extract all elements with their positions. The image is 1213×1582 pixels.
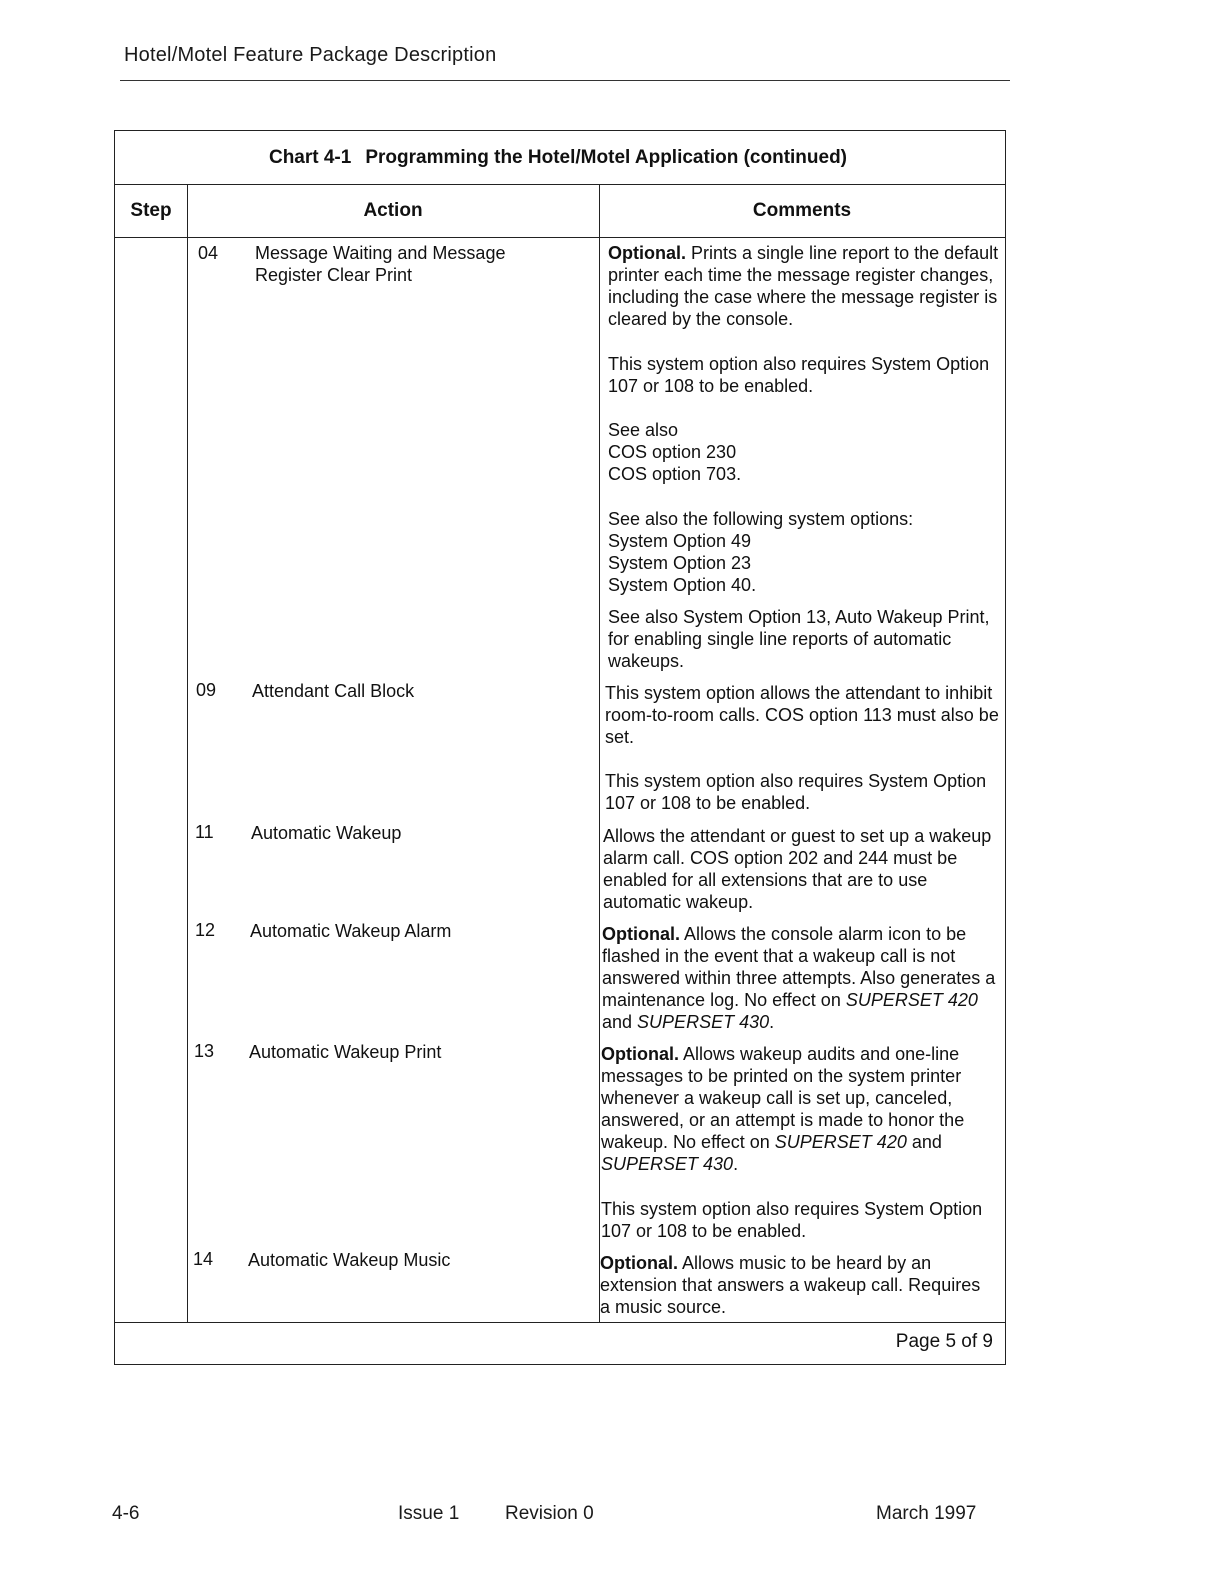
- column-header-step: Step: [115, 185, 187, 238]
- step-number: 04: [198, 243, 219, 263]
- action-label: Automatic Wakeup Music: [248, 1250, 451, 1270]
- comment-text: See also the following system options: System Option 49 System Option 23 System Option 40.: [608, 509, 914, 595]
- step-number: 13: [194, 1041, 215, 1061]
- comment-text: This system option also requires System Option 107 or 108 to be enabled.: [605, 771, 987, 813]
- chart-title-text: Programming the Hotel/Motel Application (continued): [365, 146, 848, 168]
- chart-table: [114, 130, 1006, 1365]
- header-rule: [120, 80, 1010, 81]
- action-column-divider: [599, 185, 600, 1322]
- step-column-divider: [187, 185, 188, 1322]
- comment-text: Optional. Allows wakeup audits and one-line messages to be printed on the system printer whenever a wakeup call is set up, canceled, answered, or an attempt is made to honor the wakeup. No effect on SUPERSET 420 and SUPERSET 430.: [601, 1044, 965, 1174]
- step-number: 14: [193, 1249, 214, 1269]
- footer-page-id: 4-6: [112, 1503, 140, 1524]
- footer-date: March 1997: [876, 1503, 977, 1524]
- comment-text: This system option also requires System Option 107 or 108 to be enabled.: [608, 354, 990, 396]
- comment-text: See also COS option 230 COS option 703.: [608, 420, 742, 484]
- action-label: Automatic Wakeup Print: [249, 1042, 442, 1062]
- comment-text: This system option allows the attendant to inhibit room-to-room calls. COS option 113 must also be set.: [605, 683, 999, 747]
- comment-text: See also System Option 13, Auto Wakeup Print, for enabling single line reports of automatic wakeups.: [608, 607, 990, 671]
- comment-text: Optional. Prints a single line report to the default printer each time the message register changes, including the case where the message register is cleared by the console.: [608, 243, 999, 329]
- comment-text: Allows the attendant or guest to set up a wakeup alarm call. COS option 202 and 244 must be enabled for all extensions that are to use automatic wakeup.: [603, 826, 992, 912]
- footer-issue: Issue 1: [398, 1503, 460, 1524]
- comment-text: Optional. Allows the console alarm icon to be flashed in the event that a wakeup call is not answered within three attempts. Also generates a maintenance log. No effect on SUPERSET 420 and SUPERSET 430.: [602, 924, 996, 1032]
- comment-text: This system option also requires System Option 107 or 108 to be enabled.: [601, 1199, 983, 1241]
- action-label: Automatic Wakeup Alarm: [250, 921, 452, 941]
- page-indicator: Page 5 of 9: [895, 1331, 993, 1352]
- action-label: Automatic Wakeup: [251, 823, 402, 843]
- running-header: Hotel/Motel Feature Package Description: [124, 44, 497, 66]
- action-label: Attendant Call Block: [252, 681, 415, 701]
- footer-revision: Revision 0: [505, 1503, 594, 1524]
- step-number: 09: [196, 680, 217, 700]
- comment-text: Optional. Allows music to be heard by an extension that answers a wakeup call. Requires a music source.: [600, 1253, 981, 1317]
- action-label: Message Waiting and Message Register Clear Print: [255, 243, 506, 285]
- column-header-comments: Comments: [599, 185, 1005, 238]
- footer-rule: [115, 1322, 1005, 1323]
- step-number: 11: [195, 822, 214, 842]
- step-number: 12: [195, 920, 216, 940]
- chart-number: Chart 4-1: [268, 146, 352, 168]
- chart-title: [115, 131, 1005, 185]
- column-header-action: Action: [187, 185, 599, 238]
